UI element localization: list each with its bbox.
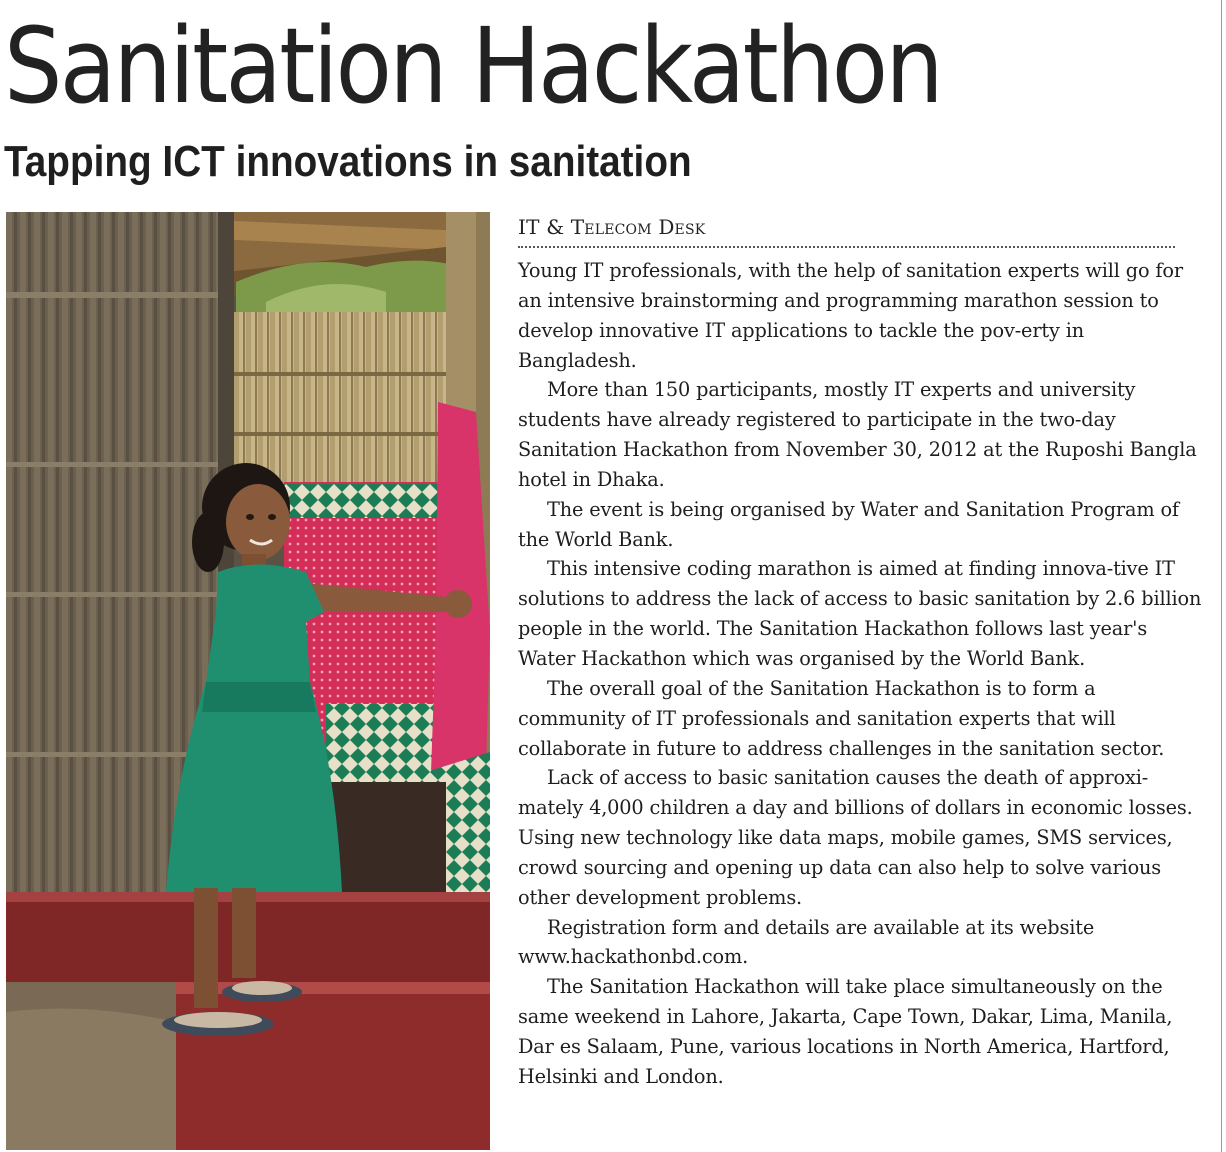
dotted-divider <box>518 246 1175 248</box>
subheadline: Tapping ICT innovations in sanitation <box>4 137 692 186</box>
desk-byline: IT & Telecom Desk <box>518 215 706 239</box>
paragraph-3: The event is being organised by Water and Sanitation Program of the World Bank. <box>518 497 1179 551</box>
paragraph-7: Registration form and details are available at its website www.hackathonbd.com. <box>518 915 1095 969</box>
paragraph-1: Young IT professionals, with the help of sanitation experts will go for an intensive brainstorming and programming marathon session to develop innovative IT applications to tackle the pov-erty in Bangladesh. <box>518 259 1183 372</box>
paragraph-6: Lack of access to basic sanitation causes the death of approxi-mately 4,000 children a day and billions of dollars in economic losses. Using new technology like data maps, mobile games, SMS services, crowd sourcing and opening up data can also help to solve various other development problems. <box>518 766 1193 909</box>
paragraph-8: The Sanitation Hackathon will take place simultaneously on the same weekend in Lahore, Jakarta, Cape Town, Dakar, Lima, Manila, Dar es Salaam, Pune, various locations in North America, Hartford, Helsinki and London. <box>518 975 1173 1088</box>
page-border <box>1221 0 1222 1152</box>
article-photo <box>6 212 490 1150</box>
paragraph-4: This intensive coding marathon is aimed at finding innova-tive IT solutions to address the lack of access to basic sanitation by 2.6 billion people in the world. The Sanitation Hackathon follows last year's Water Hackathon which was organised by the World Bank. <box>518 557 1202 670</box>
paragraph-5: The overall goal of the Sanitation Hackathon is to form a community of IT professionals and sanitation experts that will collaborate in future to address challenges in the sanitation sector. <box>518 676 1165 760</box>
headline: Sanitation Hackathon <box>4 5 942 127</box>
paragraph-2: More than 150 participants, mostly IT experts and university students have already registered to participate in the two-day Sanitation Hackathon from November 30, 2012 at the Ruposhi Bangla hotel in Dhaka. <box>518 378 1197 491</box>
article-body <box>518 256 1202 1092</box>
